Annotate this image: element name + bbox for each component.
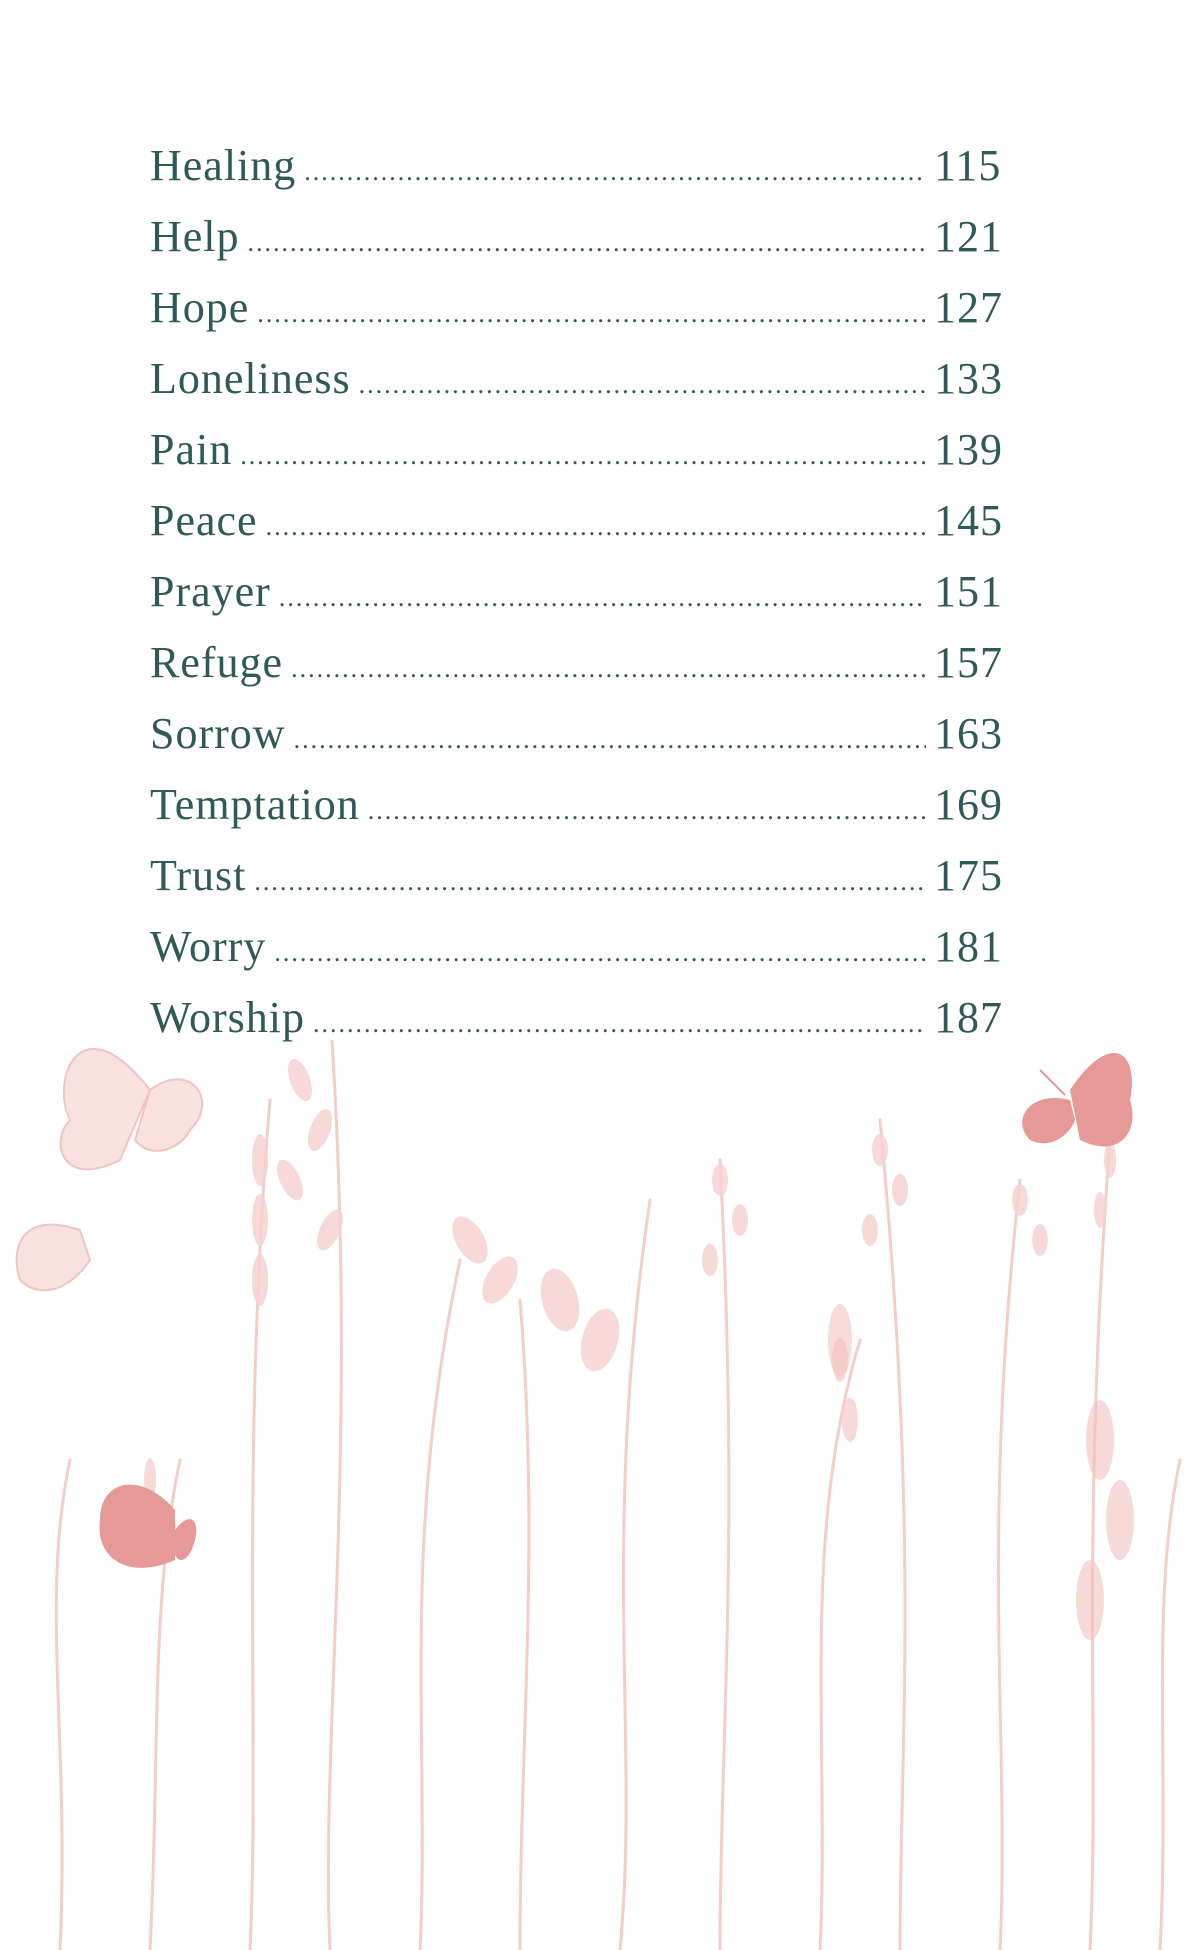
toc-entry-loneliness[interactable] [150, 353, 1003, 424]
toc-entry-label: Trust [150, 851, 247, 900]
toc-entry-label: Pain [150, 425, 233, 474]
toc-entry-page: 163 [934, 709, 1003, 758]
toc-entry-peace[interactable] [150, 495, 1003, 566]
toc-entry-label: Worship [150, 993, 306, 1042]
butterfly-icon [1022, 1053, 1132, 1146]
toc-entry-temptation[interactable] [150, 779, 1003, 850]
toc-entry-trust[interactable] [150, 850, 1003, 921]
toc-entry-page: 145 [934, 496, 1003, 545]
toc-entry-page: 127 [934, 283, 1003, 332]
dot-leader [240, 441, 926, 471]
toc-entry-label: Prayer [150, 567, 271, 616]
toc-entry-hope[interactable] [150, 282, 1003, 353]
dot-leader [257, 299, 926, 329]
toc-entry-pain[interactable] [150, 424, 1003, 495]
toc-entry-page: 151 [934, 567, 1003, 616]
toc-entry-label: Loneliness [150, 354, 351, 403]
butterfly-icon [61, 1049, 203, 1169]
dot-leader [313, 1009, 926, 1039]
toc-entry-label: Refuge [150, 638, 284, 687]
dot-leader [266, 512, 926, 542]
toc-entry-page: 133 [934, 354, 1003, 403]
toc-entry-label: Worry [150, 922, 267, 971]
table-of-contents [150, 140, 1003, 1063]
dot-leader [254, 867, 926, 897]
butterfly-icon [100, 1485, 197, 1568]
toc-entry-label: Temptation [150, 780, 360, 829]
toc-entry-label: Hope [150, 283, 250, 332]
toc-entry-healing[interactable] [150, 140, 1000, 211]
toc-entry-sorrow[interactable] [150, 708, 1003, 779]
toc-entry-help[interactable] [150, 211, 1003, 282]
toc-entry-page: 157 [934, 638, 1003, 687]
toc-entry-page: 169 [934, 780, 1003, 829]
toc-entry-page: 175 [934, 851, 1003, 900]
dot-leader [291, 654, 926, 684]
dot-leader [304, 157, 926, 187]
toc-entry-page: 121 [934, 212, 1003, 261]
toc-entry-refuge[interactable] [150, 637, 1003, 708]
dot-leader [279, 583, 926, 613]
toc-entry-label: Healing [150, 141, 297, 190]
dot-leader [274, 938, 926, 968]
toc-entry-worry[interactable] [150, 921, 1003, 992]
wildflower-meadow-illustration [0, 1040, 1200, 1950]
toc-entry-page: 115 [934, 141, 1002, 190]
dot-leader [368, 796, 926, 826]
dot-leader [294, 725, 926, 755]
dot-leader [359, 370, 926, 400]
toc-entry-page: 139 [934, 425, 1003, 474]
toc-entry-label: Peace [150, 496, 258, 545]
toc-entry-page: 187 [934, 993, 1003, 1042]
toc-entry-label: Sorrow [150, 709, 286, 758]
toc-entry-prayer[interactable] [150, 566, 1003, 637]
dot-leader [248, 228, 926, 258]
toc-entry-label: Help [150, 212, 240, 261]
toc-entry-page: 181 [934, 922, 1003, 971]
